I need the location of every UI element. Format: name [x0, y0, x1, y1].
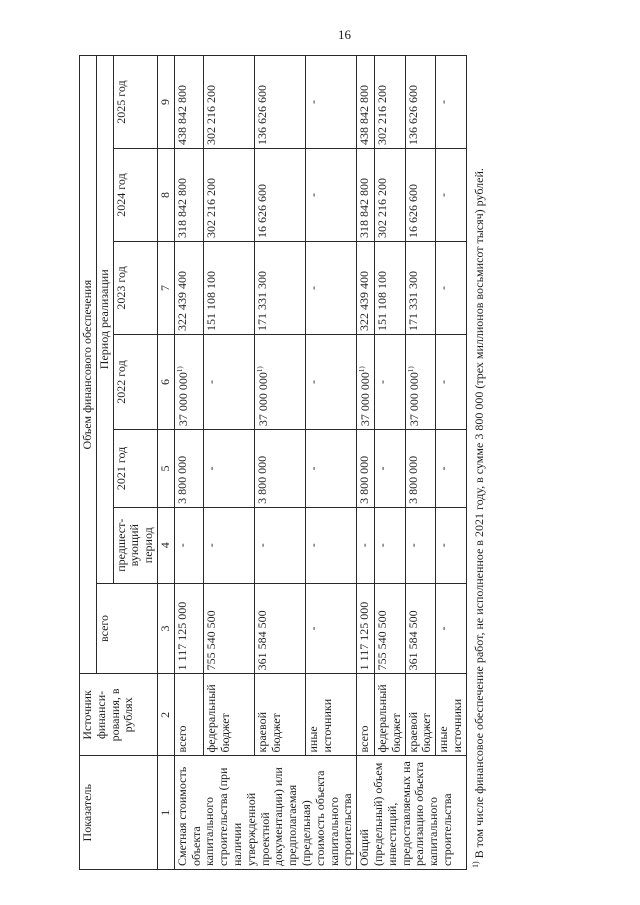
value-text: 755 540 500: [204, 610, 219, 671]
column-number-row: [157, 56, 174, 870]
table-row: [405, 56, 436, 870]
value-text: 16 626 600: [405, 183, 420, 238]
value-cell: [374, 583, 405, 674]
footnote: [471, 55, 487, 870]
source-cell: иные источники: [306, 674, 357, 756]
value-cell: [174, 56, 204, 149]
value-cell: [357, 241, 375, 334]
value-cell: [204, 241, 255, 334]
value-text: -: [436, 543, 451, 548]
value-cell: [174, 430, 204, 508]
value-cell: [204, 507, 255, 583]
table-row: [436, 56, 467, 870]
value-cell: [174, 149, 204, 242]
source-cell: федеральный бюджет: [374, 674, 405, 756]
value-text: 438 842 800: [174, 85, 189, 146]
value-text: 37 000 000: [406, 372, 421, 427]
value-cell: [357, 149, 375, 242]
value-text: -: [306, 100, 321, 105]
value-text: -: [255, 543, 270, 548]
value-text: 755 540 500: [374, 610, 389, 671]
value-text: 37 000 000: [256, 372, 271, 427]
footnote-marker: 1): [470, 861, 480, 868]
value-text: -: [306, 466, 321, 471]
value-cell: [374, 334, 405, 429]
value-cell: [357, 334, 375, 429]
value-cell: [357, 507, 375, 583]
value-text: 16 626 600: [255, 183, 270, 238]
value-text: -: [306, 285, 321, 290]
value-cell: [436, 430, 467, 508]
value-text: 3 800 000: [174, 455, 189, 504]
value-cell: [204, 583, 255, 674]
financing-table-block: [79, 55, 609, 870]
value-text: 171 331 300: [405, 270, 420, 331]
header-year-2022: 2022 год: [113, 334, 157, 429]
column-number-cell: 6: [157, 334, 174, 429]
table-row: [357, 56, 375, 870]
value-cell: [374, 430, 405, 508]
footnote-ref: 1): [175, 366, 184, 373]
value-text: 1 117 125 000: [357, 601, 372, 671]
source-cell: краевой бюджет: [255, 674, 306, 756]
value-text: 136 626 600: [405, 85, 420, 146]
value-cell: [306, 56, 357, 149]
value-cell: [374, 507, 405, 583]
value-cell: [374, 149, 405, 242]
value-text: 302 216 200: [204, 177, 219, 238]
value-text: -: [374, 380, 389, 384]
header-previous-period: предшест-вующий период: [113, 507, 157, 583]
value-cell: [306, 334, 357, 429]
value-cell: [204, 430, 255, 508]
value-cell: [255, 334, 306, 429]
value-cell: [306, 149, 357, 242]
value-cell: [174, 507, 204, 583]
value-text: -: [374, 466, 389, 471]
value-text: -: [204, 466, 219, 471]
value-cell: [405, 583, 436, 674]
header-year-2023: 2023 год: [113, 241, 157, 334]
table-row: [374, 56, 405, 870]
value-cell: [174, 583, 204, 674]
value-text: -: [204, 543, 219, 548]
table-body: [174, 56, 466, 870]
value-cell: [255, 149, 306, 242]
value-cell: [374, 241, 405, 334]
value-text: -: [436, 285, 451, 290]
value-cell: [436, 56, 467, 149]
column-number-cell: 4: [157, 507, 174, 583]
source-cell: краевой бюджет: [405, 674, 436, 756]
table-row: [174, 56, 204, 870]
footnote-text: В том числе финансовое обеспечение работ, не исполненное в 2021 году, в сумме 3 800 000 (трех миллионов восьмисот тысяч) рублей.: [471, 168, 486, 859]
header-period: Период реализации: [96, 56, 113, 584]
value-text: 3 800 000: [255, 455, 270, 504]
value-cell: [436, 334, 467, 429]
column-number-cell: 3: [157, 583, 174, 674]
value-cell: [405, 149, 436, 242]
header-year-2024: 2024 год: [113, 149, 157, 242]
table-row: [255, 56, 306, 870]
value-cell: [255, 507, 306, 583]
header-financing-volume: Объем финансового обеспечения: [80, 56, 97, 674]
value-cell: [204, 334, 255, 429]
table-row: [204, 56, 255, 870]
value-cell: [204, 149, 255, 242]
value-text: -: [357, 543, 372, 548]
value-text: -: [374, 543, 389, 548]
value-text: 37 000 000: [175, 372, 190, 427]
value-cell: [306, 507, 357, 583]
value-cell: [357, 430, 375, 508]
value-cell: [357, 56, 375, 149]
footnote-ref: 1): [358, 366, 367, 373]
header-source: Источник финанси-рования, в рублях: [80, 674, 158, 756]
value-text: -: [204, 380, 219, 384]
value-cell: [405, 56, 436, 149]
value-cell: [255, 241, 306, 334]
value-text: -: [436, 193, 451, 198]
value-text: 171 331 300: [255, 270, 270, 331]
value-cell: [306, 430, 357, 508]
value-text: 318 842 800: [357, 177, 372, 238]
footnote-ref: 1): [256, 366, 265, 373]
header-indicator: Показатель: [80, 756, 158, 870]
source-cell: всего: [174, 674, 204, 756]
source-cell: федеральный бюджет: [204, 674, 255, 756]
value-text: -: [436, 626, 451, 631]
value-text: 37 000 000: [358, 372, 373, 427]
value-text: 322 439 400: [357, 270, 372, 331]
value-text: 151 108 100: [204, 270, 219, 331]
value-text: -: [306, 543, 321, 548]
value-text: -: [174, 543, 189, 548]
value-text: 3 800 000: [357, 455, 372, 504]
value-text: 318 842 800: [174, 177, 189, 238]
value-text: -: [436, 380, 451, 384]
value-cell: [436, 507, 467, 583]
value-cell: [357, 583, 375, 674]
header-year-2025: 2025 год: [113, 56, 157, 149]
value-cell: [405, 241, 436, 334]
value-cell: [255, 583, 306, 674]
page-number: 16: [338, 27, 351, 42]
value-text: 302 216 200: [204, 85, 219, 146]
rotated-page-frame: [79, 55, 609, 870]
value-cell: [436, 241, 467, 334]
value-text: 1 117 125 000: [174, 601, 189, 671]
column-number-cell: 7: [157, 241, 174, 334]
value-cell: [174, 334, 204, 429]
column-number-cell: 1: [157, 756, 174, 870]
source-cell: иные источники: [436, 674, 467, 756]
table-row: [306, 56, 357, 870]
value-cell: [374, 56, 405, 149]
financing-table: [79, 55, 467, 870]
value-cell: [174, 241, 204, 334]
column-number-cell: 5: [157, 430, 174, 508]
value-text: 136 626 600: [255, 85, 270, 146]
value-cell: [436, 583, 467, 674]
value-text: -: [405, 543, 420, 548]
column-number-cell: 2: [157, 674, 174, 756]
value-text: 361 584 500: [405, 610, 420, 671]
column-number-cell: 8: [157, 149, 174, 242]
value-cell: [405, 430, 436, 508]
value-cell: [255, 56, 306, 149]
value-text: 151 108 100: [374, 270, 389, 331]
source-cell: всего: [357, 674, 375, 756]
value-cell: [405, 334, 436, 429]
indicator-cell: Сметная стоимость объекта капитального строительства (при наличии утвержденной проектной документации) или предполагаемая (предельная) стоимость объекта капитального строительства: [174, 756, 356, 870]
value-text: 302 216 200: [374, 85, 389, 146]
header-total: всего: [96, 583, 157, 674]
value-text: 438 842 800: [357, 85, 372, 146]
indicator-cell: Общий (предельный) объем инвестиций, предоставляемых на реализацию объекта капитального строительства: [357, 756, 467, 870]
value-cell: [405, 507, 436, 583]
header-year-2021: 2021 год: [113, 430, 157, 508]
value-text: 3 800 000: [405, 455, 420, 504]
value-text: -: [306, 193, 321, 198]
value-text: 322 439 400: [174, 270, 189, 331]
value-text: -: [306, 380, 321, 384]
value-cell: [306, 583, 357, 674]
value-text: 361 584 500: [255, 610, 270, 671]
value-text: -: [436, 100, 451, 105]
footnote-ref: 1): [406, 366, 415, 373]
value-cell: [306, 241, 357, 334]
column-number-cell: 9: [157, 56, 174, 149]
value-cell: [436, 149, 467, 242]
value-text: 302 216 200: [374, 177, 389, 238]
value-text: -: [306, 626, 321, 631]
value-cell: [255, 430, 306, 508]
value-cell: [204, 56, 255, 149]
value-text: -: [436, 466, 451, 471]
